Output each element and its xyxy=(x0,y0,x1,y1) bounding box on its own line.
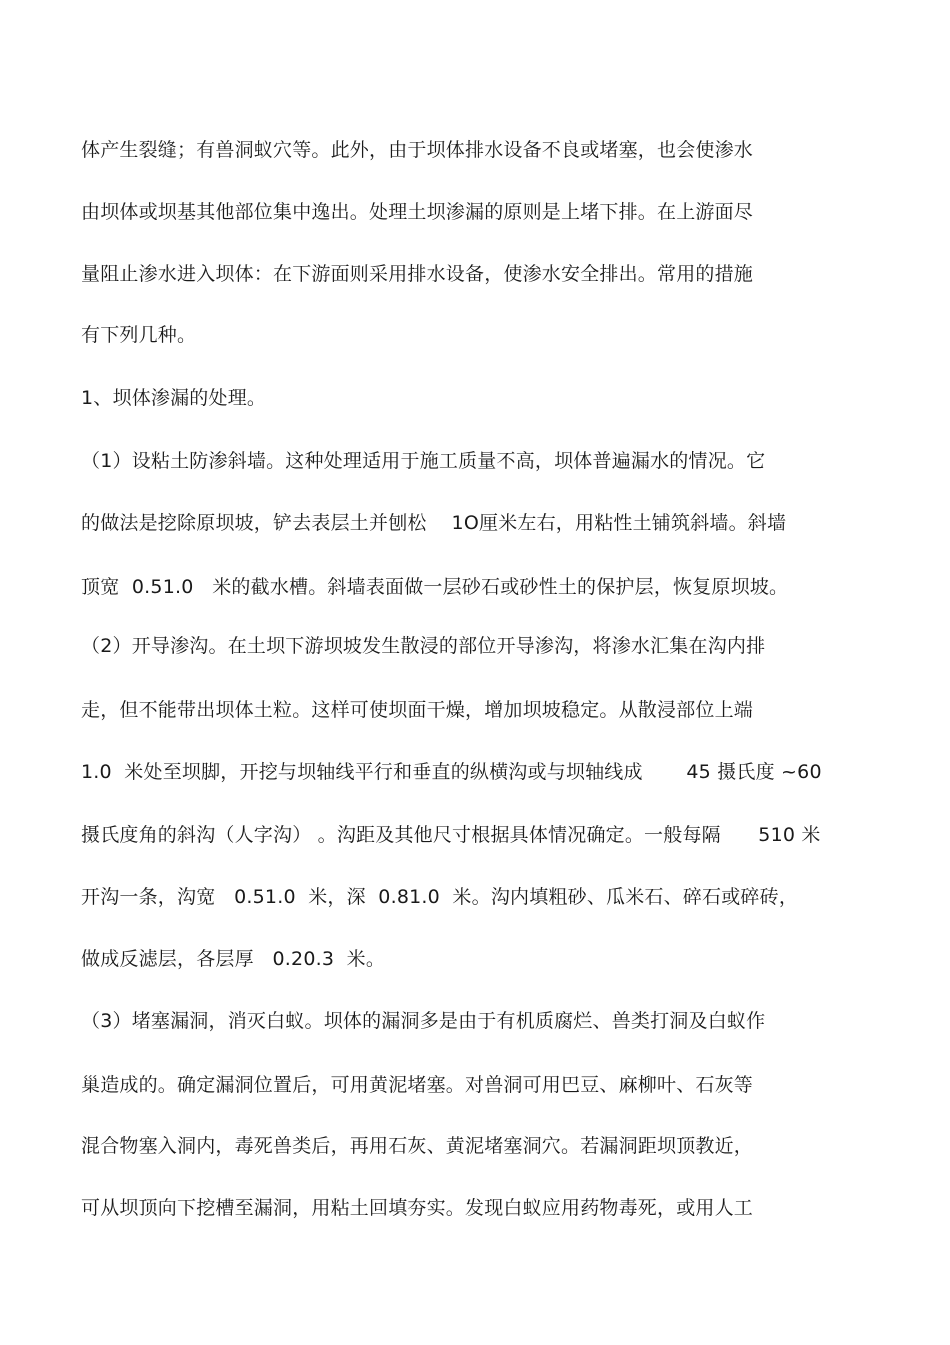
text-line: 做成反滤层，各层厚 0.20.3 米。 xyxy=(81,948,386,970)
text-line: 摄氏度角的斜沟（人字沟） 。沟距及其他尺寸根据具体情况确定。一般每隔 510 米 xyxy=(81,824,821,846)
text-line: （2）开导渗沟。在土坝下游坝坡发生散浸的部位开导渗沟，将渗水汇集在沟内排 xyxy=(81,635,766,657)
text-line: （3）堵塞漏洞，消灭白蚁。坝体的漏洞多是由于有机质腐烂、兽类打洞及白蚁作 xyxy=(81,1010,766,1032)
text-line: 1.0 米处至坝脚，开挖与坝轴线平行和垂直的纵横沟或与坝轴线成 45 摄氏度 ~60 xyxy=(81,761,822,783)
text-line: 混合物塞入洞内，毒死兽类后，再用石灰、黄泥堵塞洞穴。若漏洞距坝顶教近， xyxy=(81,1135,754,1157)
text-line: （1）设粘土防渗斜墙。这种处理适用于施工质量不高，坝体普遍漏水的情况。它 xyxy=(81,450,766,472)
text-line: 可从坝顶向下挖槽至漏洞，用粘土回填夯实。发现白蚁应用药物毒死，或用人工 xyxy=(81,1197,754,1219)
text-line: 量阻止渗水进入坝体：在下游面则采用排水设备，使渗水安全排出。常用的措施 xyxy=(81,263,754,285)
text-line: 有下列几种。 xyxy=(81,324,197,346)
text-line: 走，但不能带出坝体土粒。这样可使坝面干燥，增加坝坡稳定。从散浸部位上端 xyxy=(81,699,754,721)
text-line: 的做法是挖除原坝坡，铲去表层土并刨松 1O厘米左右，用粘性土铺筑斜墙。斜墙 xyxy=(81,512,787,534)
section-heading: 1、坝体渗漏的处理。 xyxy=(81,387,267,409)
text-line: 由坝体或坝基其他部位集中逸出。处理土坝渗漏的原则是上堵下排。在上游面尽 xyxy=(81,201,754,223)
text-line: 体产生裂缝；有兽洞蚁穴等。此外，由于坝体排水设备不良或堵塞，也会使渗水 xyxy=(81,139,754,161)
text-line: 开沟一条，沟宽 0.51.0 米，深 0.81.0 米。沟内填粗砂、瓜米石、碎石或碎砖， xyxy=(81,886,799,908)
text-line: 巢造成的。确定漏洞位置后，可用黄泥堵塞。对兽洞可用巴豆、麻柳叶、石灰等 xyxy=(81,1074,754,1096)
text-line: 顶宽 0.51.0 米的截水槽。斜墙表面做一层砂石或砂性土的保护层，恢复原坝坡。 xyxy=(81,576,789,598)
